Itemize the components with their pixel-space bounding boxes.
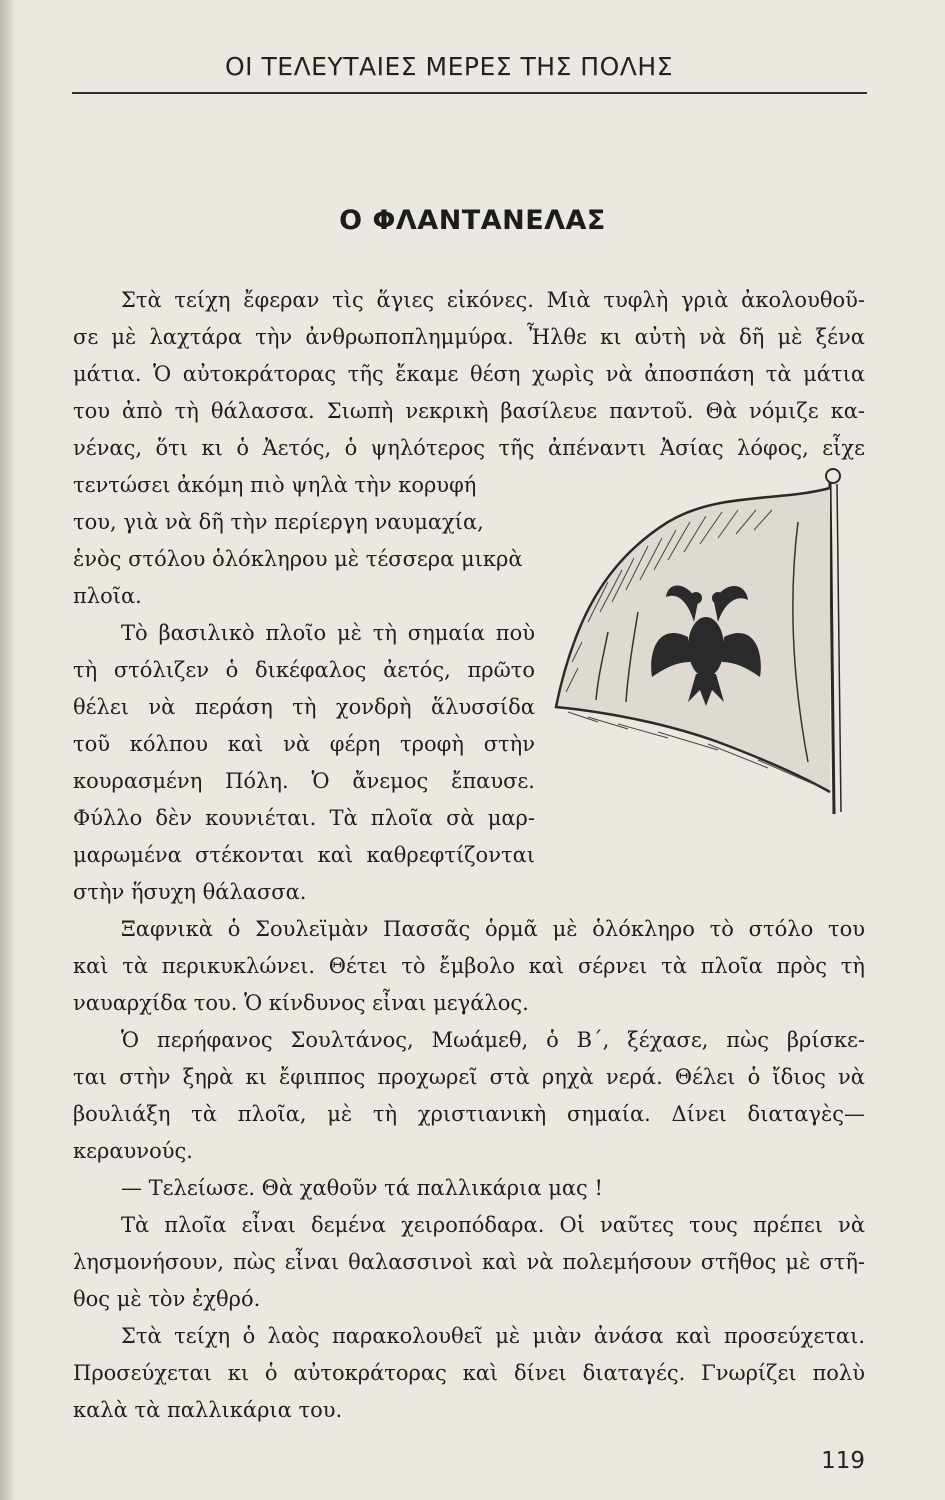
chapter-title: Ο ΦΛΑΝΤΑΝΕΛΑΣ <box>339 205 606 236</box>
running-head: ΟΙ ΤΕΛΕΥΤΑΙΕΣ ΜΕΡΕΣ ΤΗΣ ΠΟΛΗΣ <box>225 52 673 81</box>
header-rule <box>72 92 867 94</box>
page-number: 119 <box>821 1448 865 1474</box>
text-line: σε μὲ λαχτάρα τὴν ἀνθρωποπλημμύρα. Ἦλθε κι αὐτὴ νὰ δῆ μὲ ξένα <box>73 325 865 349</box>
text-line: μάτια. Ὁ αὐτοκράτορας τῆς ἔκαμε θέση χωρὶς νὰ ἀποσπάση τὰ μάτια <box>73 362 865 386</box>
text-line: ναυαρχίδα του. Ὁ κίνδυνος εἶναι μεγάλος. <box>73 991 529 1015</box>
text-line: ἑνὸς στόλου ὁλόκληρου μὲ τέσσερα μικρὰ <box>73 547 523 571</box>
pole-finial <box>826 469 840 483</box>
text-line: ται στὴν ξηρὰ κι ἔφιππος προχωρεῖ στὰ ρηχὰ νερά. Θέλει ὁ ἴδιος νὰ <box>73 1065 865 1089</box>
text-line: στὴν ἥσυχη θάλασσα. <box>73 880 307 904</box>
text-line: θος μὲ τὸν ἐχθρό. <box>73 1287 261 1311</box>
text-line: Στὰ τείχη ἔφεραν τὶς ἅγιες εἰκόνες. Μιὰ τυφλὴ γριὰ ἀκολουθοῦ- <box>121 288 865 312</box>
text-line: του, γιὰ νὰ δῆ τὴν περίεργη ναυμαχία, <box>73 510 484 534</box>
text-line: κουρασμένη Πόλη. Ὁ ἄνεμος ἔπαυσε. <box>73 769 535 793</box>
text-line: νένας, ὅτι κι ὁ Ἀετός, ὁ ψηλότερος τῆς ἀπέναντι Ἀσίας λόφος, εἶχε <box>73 436 865 460</box>
text-line: Τὸ βασιλικὸ πλοῖο μὲ τὴ σημαία ποὺ <box>121 621 535 645</box>
text-line: τοῦ κόλπου καὶ νὰ φέρη τροφὴ στὴν <box>73 732 535 756</box>
text-line: Ὁ περήφανος Σουλτάνος, Μωάμεθ, ὁ Β΄, ξέχασε, πὼς βρίσκε- <box>121 1028 865 1052</box>
eagle-flag-illustration <box>548 462 866 820</box>
text-line: καὶ τὰ περικυκλώνει. Θέτει τὸ ἔμβολο καὶ σέρνει τὰ πλοῖα πρὸς τὴ <box>73 954 865 978</box>
text-line: τὴ στόλιζεν ὁ δικέφαλος ἀετός, πρῶτο <box>73 658 535 682</box>
text-line: Τὰ πλοῖα εἶναι δεμένα χειροπόδαρα. Οἱ ναῦτες τους πρέπει νὰ <box>121 1213 865 1237</box>
flagpole <box>830 482 834 814</box>
text-line: πλοῖα. <box>73 584 142 608</box>
text-line: του ἀπὸ τὴ θάλασσα. Σιωπὴ νεκρικὴ βασίλευε παντοῦ. Θὰ νόμιζε κα- <box>73 399 865 423</box>
dialogue-line: — Τελείωσε. Θὰ χαθοῦν τά παλλικάρια μας ! <box>121 1176 603 1200</box>
text-line: καλὰ τὰ παλλικάρια του. <box>73 1398 343 1422</box>
text-line: Στὰ τείχη ὁ λαὸς παρακολουθεῖ μὲ μιὰν ἀνάσα καὶ προσεύχεται. <box>121 1324 865 1348</box>
flagpole-edge <box>837 484 841 812</box>
text-line: Φύλλο δὲν κουνιέται. Τὰ πλοῖα σὰ μαρ- <box>73 806 535 830</box>
text-line: κεραυνούς. <box>73 1139 193 1163</box>
text-line: θέλει νὰ περάση τὴ χονδρὴ ἅλυσσίδα <box>73 695 535 719</box>
text-line: λησμονήσουν, πὼς εἶναι θαλασσινοὶ καὶ νὰ πολεμήσουν στῆθος μὲ στῆ- <box>73 1250 865 1274</box>
text-line: Ξαφνικὰ ὁ Σουλεϊμὰν Πασσᾶς ὁρμᾶ μὲ ὁλόκληρο τὸ στόλο του <box>121 917 865 941</box>
text-line: βουλιάξη τὰ πλοῖα, μὲ τὴ χριστιανικὴ σημαία. Δίνει διαταγὲς— <box>73 1102 865 1126</box>
text-line: τεντώσει ἀκόμη πιὸ ψηλὰ τὴν κορυφή <box>73 473 477 497</box>
text-line: Προσεύχεται κι ὁ αὐτοκράτορας καὶ δίνει διαταγές. Γνωρίζει πολὺ <box>73 1361 865 1385</box>
text-line: μαρωμένα στέκονται καὶ καθρεφτίζονται <box>73 843 535 867</box>
